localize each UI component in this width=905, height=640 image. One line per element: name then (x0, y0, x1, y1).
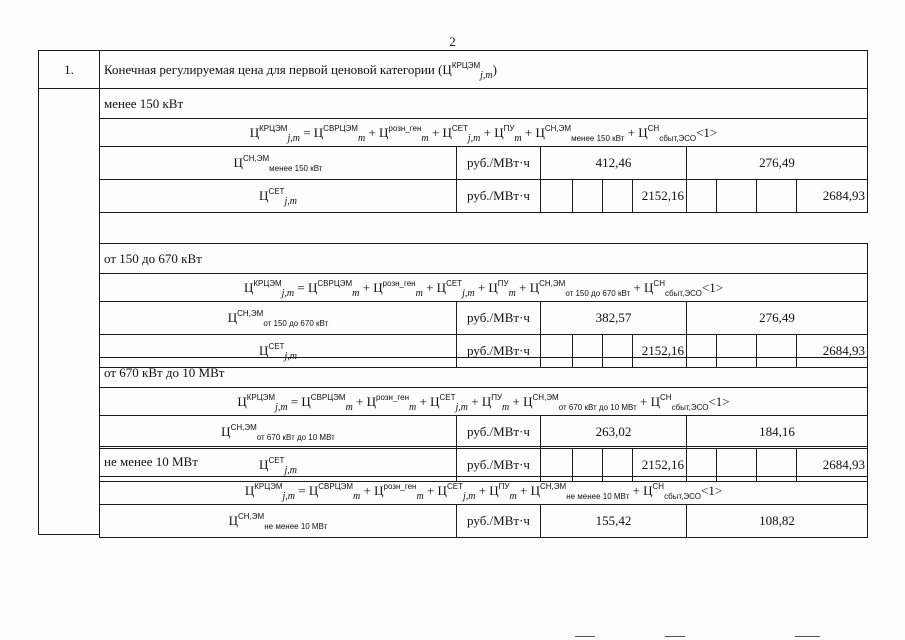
formula-row (99, 476, 868, 505)
scan-mark (795, 636, 820, 637)
formula-row (99, 273, 868, 302)
tariff-formula: $Ц^{КРЦЭМ}_{j,m} = Ц^{СВРЦЭМ}_m + Ц^{розн\_ген}_m + Ц^{СЕТ}_{j,m} + Ц^{ПУ}_m + Ц^{СН,ЭМ}_{от 150 до 670 кВт} + Ц^{СН}_{сбыт,ЭСО}<1>$ (243, 278, 724, 299)
scan-mark (665, 636, 685, 637)
tariff-formula: $Ц^{КРЦЭМ}_{j,m} = Ц^{СВРЦЭМ}_m + Ц^{розн\_ген}_m + Ц^{СЕТ}_{j,m} + Ц^{ПУ}_m + Ц^{СН,ЭМ}_{от 670 кВт до 10 МВт} + Ц^{СН}_{сбыт,ЭСО}<1>$ (237, 392, 730, 413)
sn-value-cell: 382,57 (540, 301, 687, 335)
unit-cell: руб./МВт·ч (456, 146, 541, 180)
sn-label-cell: $Ц^{СН,ЭМ}_{от 150 до 670 кВт}$ (99, 301, 457, 335)
formula-row (99, 387, 868, 416)
empty-subcell (686, 179, 717, 213)
set-value-cell: 2152,16 (632, 448, 687, 482)
section-title: от 150 до 670 кВт (99, 243, 868, 274)
sn-value-cell: 155,42 (540, 504, 687, 538)
unit-cell: руб./МВт·ч (456, 504, 541, 538)
section-title: не менее 10 МВт (99, 446, 868, 477)
row-number-blank (38, 88, 100, 535)
set-label-cell: $Ц^{СЕТ}_{j,m}$ (99, 179, 457, 213)
scan-mark (575, 636, 595, 637)
sn-value-cell: 276,49 (686, 301, 868, 335)
empty-subcell (602, 179, 633, 213)
sn-value-cell: 276,49 (686, 146, 868, 180)
unit-cell: руб./МВт·ч (456, 301, 541, 335)
sn-value-cell: 412,46 (540, 146, 687, 180)
unit-cell: руб./МВт·ч (456, 179, 541, 213)
page-number: 2 (449, 34, 456, 49)
unit-cell: руб./МВт·ч (456, 415, 541, 449)
tariff-table (39, 51, 868, 535)
set-label-cell: $Ц^{СЕТ}_{j,m}$ (99, 334, 457, 368)
set-label-cell: $Ц^{СЕТ}_{j,m}$ (99, 448, 457, 482)
tariff-formula: $Ц^{КРЦЭМ}_{j,m} = Ц^{СВРЦЭМ}_m + Ц^{розн\_ген}_m + Ц^{СЕТ}_{j,m} + Ц^{ПУ}_m + Ц^{СН,ЭМ}_{менее 150 кВт} + Ц^{СН}_{сбыт,ЭСО}<1>$ (249, 123, 718, 144)
sn-value-cell: 263,02 (540, 415, 687, 449)
empty-subcell (716, 179, 757, 213)
unit-cell: руб./МВт·ч (456, 334, 541, 368)
set-value-cell: 2684,93 (796, 448, 868, 482)
empty-subcell (540, 179, 573, 213)
row-number-cell: 1. (38, 50, 100, 89)
header-cell: Конечная регулируемая цена для первой ценовой категории $(Ц^{КРЦЭМ}_{j,m})$ (99, 50, 868, 89)
empty-subcell (572, 179, 603, 213)
tariff-formula: $Ц^{КРЦЭМ}_{j,m} = Ц^{СВРЦЭМ}_m + Ц^{розн\_ген}_m + Ц^{СЕТ}_{j,m} + Ц^{ПУ}_m + Ц^{СН,ЭМ}_{не менее 10 МВт} + Ц^{СН}_{сбыт,ЭСО}<1>$ (244, 481, 723, 502)
sn-label-cell: $Ц^{СН,ЭМ}_{менее 150 кВт}$ (99, 146, 457, 180)
section-title: менее 150 кВт (99, 88, 868, 119)
set-value-cell: 2152,16 (632, 334, 687, 368)
sn-label-cell: $Ц^{СН,ЭМ}_{от 670 кВт до 10 МВт}$ (99, 415, 457, 449)
set-value-cell: 2152,16 (632, 179, 687, 213)
section-title: от 670 кВт до 10 МВт (99, 357, 868, 388)
unit-cell: руб./МВт·ч (456, 448, 541, 482)
set-value-cell: 2684,93 (796, 334, 868, 368)
sn-value-cell: 184,16 (686, 415, 868, 449)
set-value-cell: 2684,93 (796, 179, 868, 213)
empty-subcell (756, 179, 797, 213)
sn-value-cell: 108,82 (686, 504, 868, 538)
sn-label-cell: $Ц^{СН,ЭМ}_{не менее 10 МВт}$ (99, 504, 457, 538)
formula-row (99, 118, 868, 147)
